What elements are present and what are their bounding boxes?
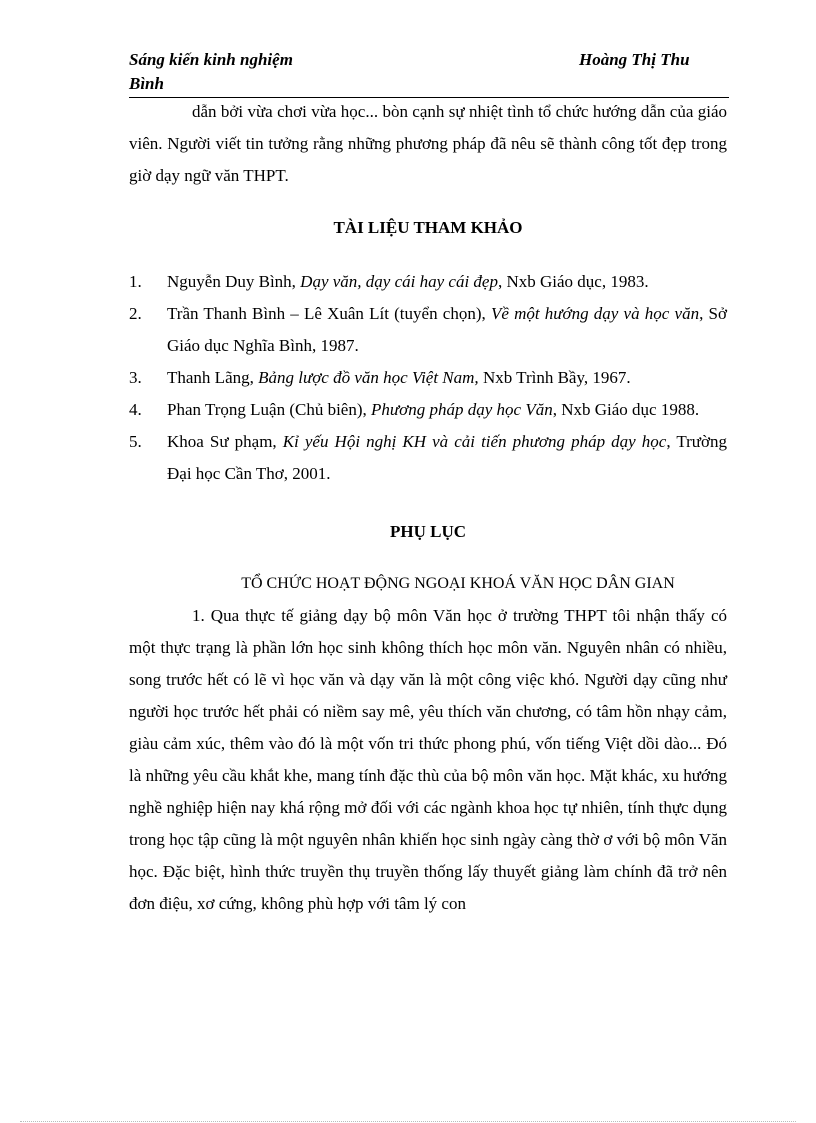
references-list: [129, 266, 727, 490]
references-title: TÀI LIỆU THAM KHẢO: [333, 218, 523, 237]
header-author-continued: Bình: [129, 74, 164, 93]
reference-number: 5.: [129, 432, 142, 451]
reference-item: [129, 362, 727, 394]
header-author: Hoàng Thị Thu: [579, 50, 690, 69]
intro-paragraph: dẫn bởi vừa chơi vừa học... bòn cạnh sự nhiệt tình tổ chức hướng dẫn của giáo viên. Người viết tin tưởng rằng những phương pháp đã nêu sẽ thành công tốt đẹp trong giờ dạy ngữ văn THPT.: [129, 102, 727, 185]
reference-publisher: , Nxb Giáo dục 1988.: [552, 400, 700, 419]
reference-number: 1.: [129, 272, 142, 291]
reference-author: Khoa Sư phạm,: [167, 432, 277, 451]
reference-title: Dạy văn, dạy cái hay cái đẹp: [300, 272, 498, 291]
reference-item: [129, 298, 727, 362]
reference-author: Trần Thanh Bình – Lê Xuân Lít (tuyển chọn),: [167, 304, 486, 323]
reference-author: Phan Trọng Luận (Chủ biên),: [167, 400, 367, 419]
reference-number: 4.: [129, 400, 142, 419]
reference-item: [129, 266, 727, 298]
appendix-paragraph: 1. Qua thực tế giảng dạy bộ môn Văn học ở trường THPT tôi nhận thấy có một thực trạng là phần lớn học sinh không thích học môn văn. Nguyên nhân có nhiều, song trước hết có lẽ vì học văn và dạy văn là một công việc khó. Người dạy cũng như người học trước hết phải có niềm say mê, yêu thích văn chương, có tâm hồn nhạy cảm, giàu cảm xúc, thêm vào đó là một vốn tri thức phong phú, vốn tiếng Việt dồi dào... Đó là những yêu cầu khắt khe, mang tính đặc thù của bộ môn văn học. Mặt khác, xu hướng nghề nghiệp hiện nay khá rộng mở đối với các ngành khoa học tự nhiên, tính thực dụng trong học tập cũng là một nguyên nhân khiến học sinh ngày càng thờ ơ với bộ môn Văn học. Đặc biệt, hình thức truyền thụ truyền thống lấy thuyết giảng làm chính đã trở nên đơn điệu, xơ cứng, không phù hợp với tâm lý con: [129, 606, 727, 913]
reference-number: 3.: [129, 368, 142, 387]
header-title: Sáng kiến kinh nghiệm: [129, 50, 293, 69]
appendix-title: PHỤ LỤC: [389, 522, 467, 541]
reference-publisher: , Sở Giáo dục Nghĩa Bình, 1987.: [167, 304, 727, 355]
reference-title: Kỉ yếu Hội nghị KH và cải tiến phương pháp dạy học: [282, 432, 667, 451]
reference-publisher: Nxb Trình Bầy, 1967.: [478, 368, 631, 387]
page-bottom-border: [20, 1121, 796, 1122]
page-header: [129, 48, 727, 98]
reference-author: Thanh Lãng,: [167, 368, 254, 387]
appendix-subtitle: TỔ CHỨC HOẠT ĐỘNG NGOẠI KHOÁ VĂN HỌC DÂN GIAN: [241, 575, 675, 592]
reference-item: [129, 426, 727, 490]
page-body: [129, 96, 727, 920]
reference-title: Về một hướng dạy và học văn: [490, 304, 700, 323]
reference-publisher: , Trường Đại học Cần Thơ, 2001.: [167, 432, 727, 483]
reference-item: [129, 394, 727, 426]
reference-title: Bảng lược đồ văn học Việt Nam,: [258, 368, 479, 387]
reference-publisher: , Nxb Giáo dục, 1983.: [497, 272, 649, 291]
reference-author: Nguyễn Duy Bình,: [167, 272, 296, 291]
reference-number: 2.: [129, 304, 142, 323]
reference-title: Phương pháp dạy học Văn: [371, 400, 553, 419]
